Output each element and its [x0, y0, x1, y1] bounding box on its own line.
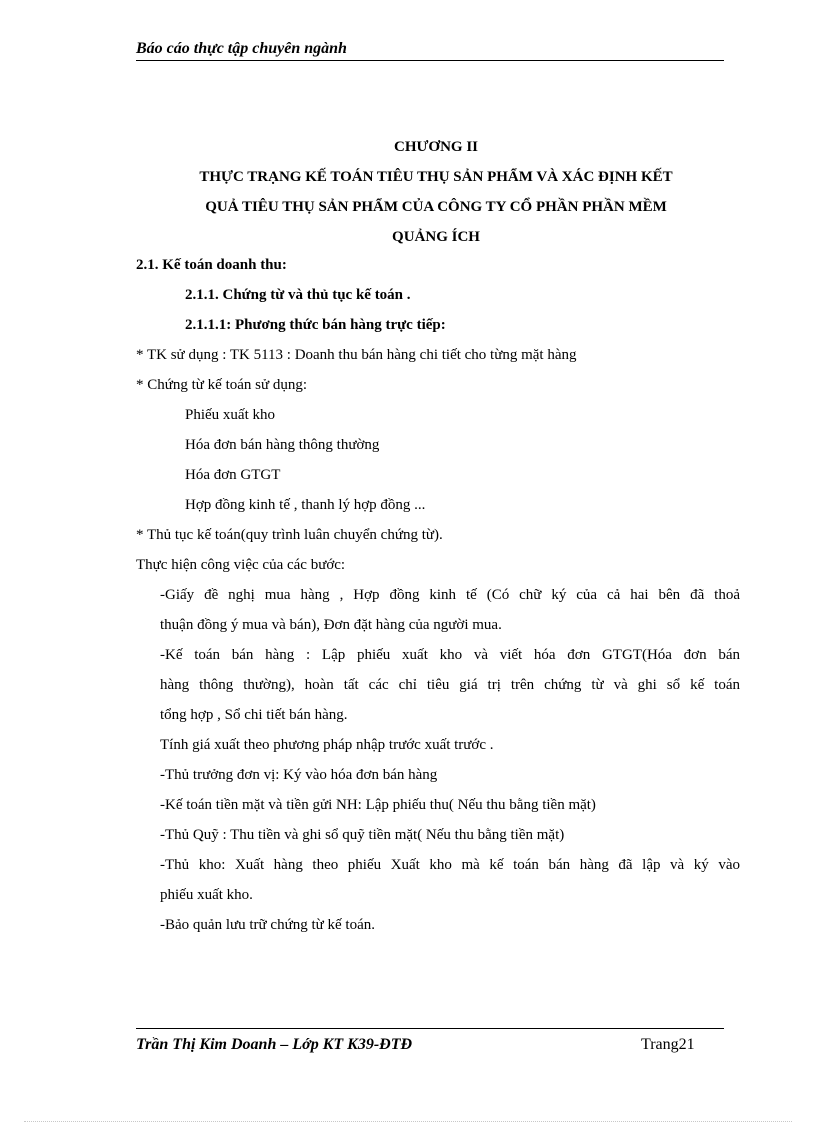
- step-5: -Kế toán tiền mặt và tiền gửi NH: Lập phiếu thu( Nếu thu bằng tiền mặt): [160, 797, 596, 813]
- procedure-heading: * Thủ tục kế toán(quy trình luân chuyển chứng từ).: [136, 527, 443, 543]
- section-heading-2-1-1: 2.1.1. Chứng từ và thủ tục kế toán .: [185, 287, 411, 303]
- page-header: [136, 38, 724, 61]
- footer-author: Trần Thị Kim Doanh – Lớp KT K39-ĐTĐ: [136, 1036, 413, 1053]
- step-2-line-3: tổng hợp , Sổ chi tiết bán hàng.: [160, 707, 348, 723]
- page-edge-divider: [24, 1121, 792, 1122]
- steps-heading: Thực hiện công việc của các bước:: [136, 557, 346, 573]
- step-8: -Bảo quản lưu trữ chứng từ kế toán.: [160, 917, 375, 933]
- document-item: Hóa đơn GTGT: [185, 467, 281, 483]
- document-item: Hợp đồng kinh tế , thanh lý hợp đồng ...: [185, 497, 426, 513]
- footer-divider: [136, 1028, 724, 1029]
- section-heading-2-1-1-1: 2.1.1.1: Phương thức bán hàng trực tiếp:: [185, 317, 446, 333]
- step-1-line-1: -Giấy đề nghị mua hàng , Hợp đồng kinh tế (Có chữ ký của cả hai bên đã thoả: [160, 587, 740, 603]
- step-2-line-2: hàng thông thường), hoàn tất các chỉ tiêu giá trị trên chứng từ và ghi sổ kế toán: [160, 677, 740, 693]
- document-item: Phiếu xuất kho: [185, 407, 275, 423]
- document-item: Hóa đơn bán hàng thông thường: [185, 437, 380, 453]
- chapter-title-line-3: QUẢNG ÍCH: [392, 229, 480, 245]
- step-1-line-2: thuận đồng ý mua và bán), Đơn đặt hàng của người mua.: [160, 617, 502, 633]
- step-7-line-2: phiếu xuất kho.: [160, 887, 253, 903]
- footer-page-number: Trang21: [641, 1036, 695, 1053]
- chapter-title-line-1: THỰC TRẠNG KẾ TOÁN TIÊU THỤ SẢN PHẨM VÀ XÁC ĐỊNH KẾT: [199, 169, 673, 185]
- header-title: Báo cáo thực tập chuyên ngành: [136, 40, 347, 57]
- step-2-line-1: -Kế toán bán hàng : Lập phiếu xuất kho và viết hóa đơn GTGT(Hóa đơn bán: [160, 647, 740, 663]
- section-heading-2-1: 2.1. Kế toán doanh thu:: [136, 257, 287, 273]
- step-3: Tính giá xuất theo phương pháp nhập trước xuất trước .: [160, 737, 494, 753]
- documents-heading: * Chứng từ kế toán sử dụng:: [136, 377, 308, 393]
- chapter-heading: [136, 132, 736, 252]
- chapter-number: CHƯƠNG II: [393, 139, 479, 155]
- chapter-title-line-2: QUẢ TIÊU THỤ SẢN PHẨM CỦA CÔNG TY CỔ PHẦN PHẦN MỀM: [205, 199, 667, 215]
- step-6: -Thủ Quỹ : Thu tiền và ghi sổ quỹ tiền mặt( Nếu thu bằng tiền mặt): [160, 827, 565, 843]
- step-4: -Thủ trưởng đơn vị: Ký vào hóa đơn bán hàng: [160, 767, 438, 783]
- document-body: [136, 250, 740, 940]
- step-7-line-1: -Thủ kho: Xuất hàng theo phiếu Xuất kho mà kế toán bán hàng đã lập và ký vào: [160, 857, 740, 873]
- tk-used-paragraph: * TK sử dụng : TK 5113 : Doanh thu bán hàng chi tiết cho từng mặt hàng: [136, 347, 577, 363]
